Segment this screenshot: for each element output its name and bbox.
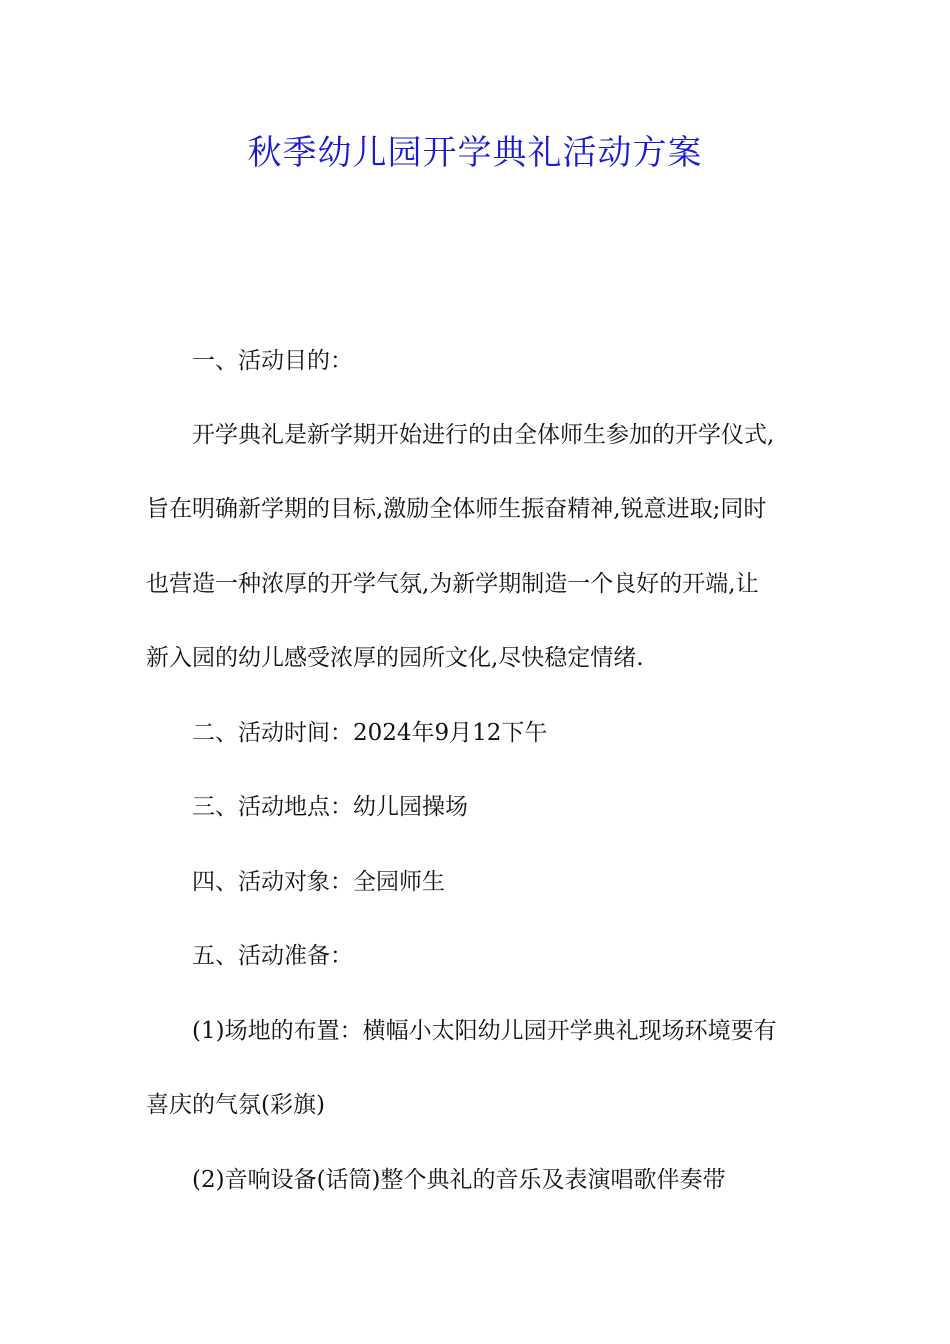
section-heading-location: 三、活动地点：幼儿园操场 <box>192 794 468 820</box>
paragraph-line: 也营造一种浓厚的开学气氛,为新学期制造一个良好的开端,让 <box>146 571 759 597</box>
paragraph-line: 旨在明确新学期的目标,激励全体师生振奋精神,锐意进取;同时 <box>146 496 767 522</box>
section-heading-preparation: 五、活动准备： <box>192 943 353 969</box>
section-heading-purpose: 一、活动目的： <box>192 348 353 374</box>
paragraph-line: 新入园的幼儿感受浓厚的园所文化,尽快稳定情绪. <box>146 645 644 671</box>
list-item-venue-continued: 喜庆的气氛(彩旗) <box>146 1092 325 1118</box>
document-title: 秋季幼儿园开学典礼活动方案 <box>247 133 703 173</box>
section-heading-participants: 四、活动对象：全园师生 <box>192 869 445 895</box>
section-heading-time: 二、活动时间：2024年9月12下午 <box>192 720 548 746</box>
list-item-audio: (2)音响设备(话筒)整个典礼的音乐及表演唱歌伴奏带 <box>192 1167 726 1193</box>
list-item-venue: (1)场地的布置：横幅小太阳幼儿园开学典礼现场环境要有 <box>192 1018 777 1044</box>
paragraph-line: 开学典礼是新学期开始进行的由全体师生参加的开学仪式, <box>192 422 775 448</box>
